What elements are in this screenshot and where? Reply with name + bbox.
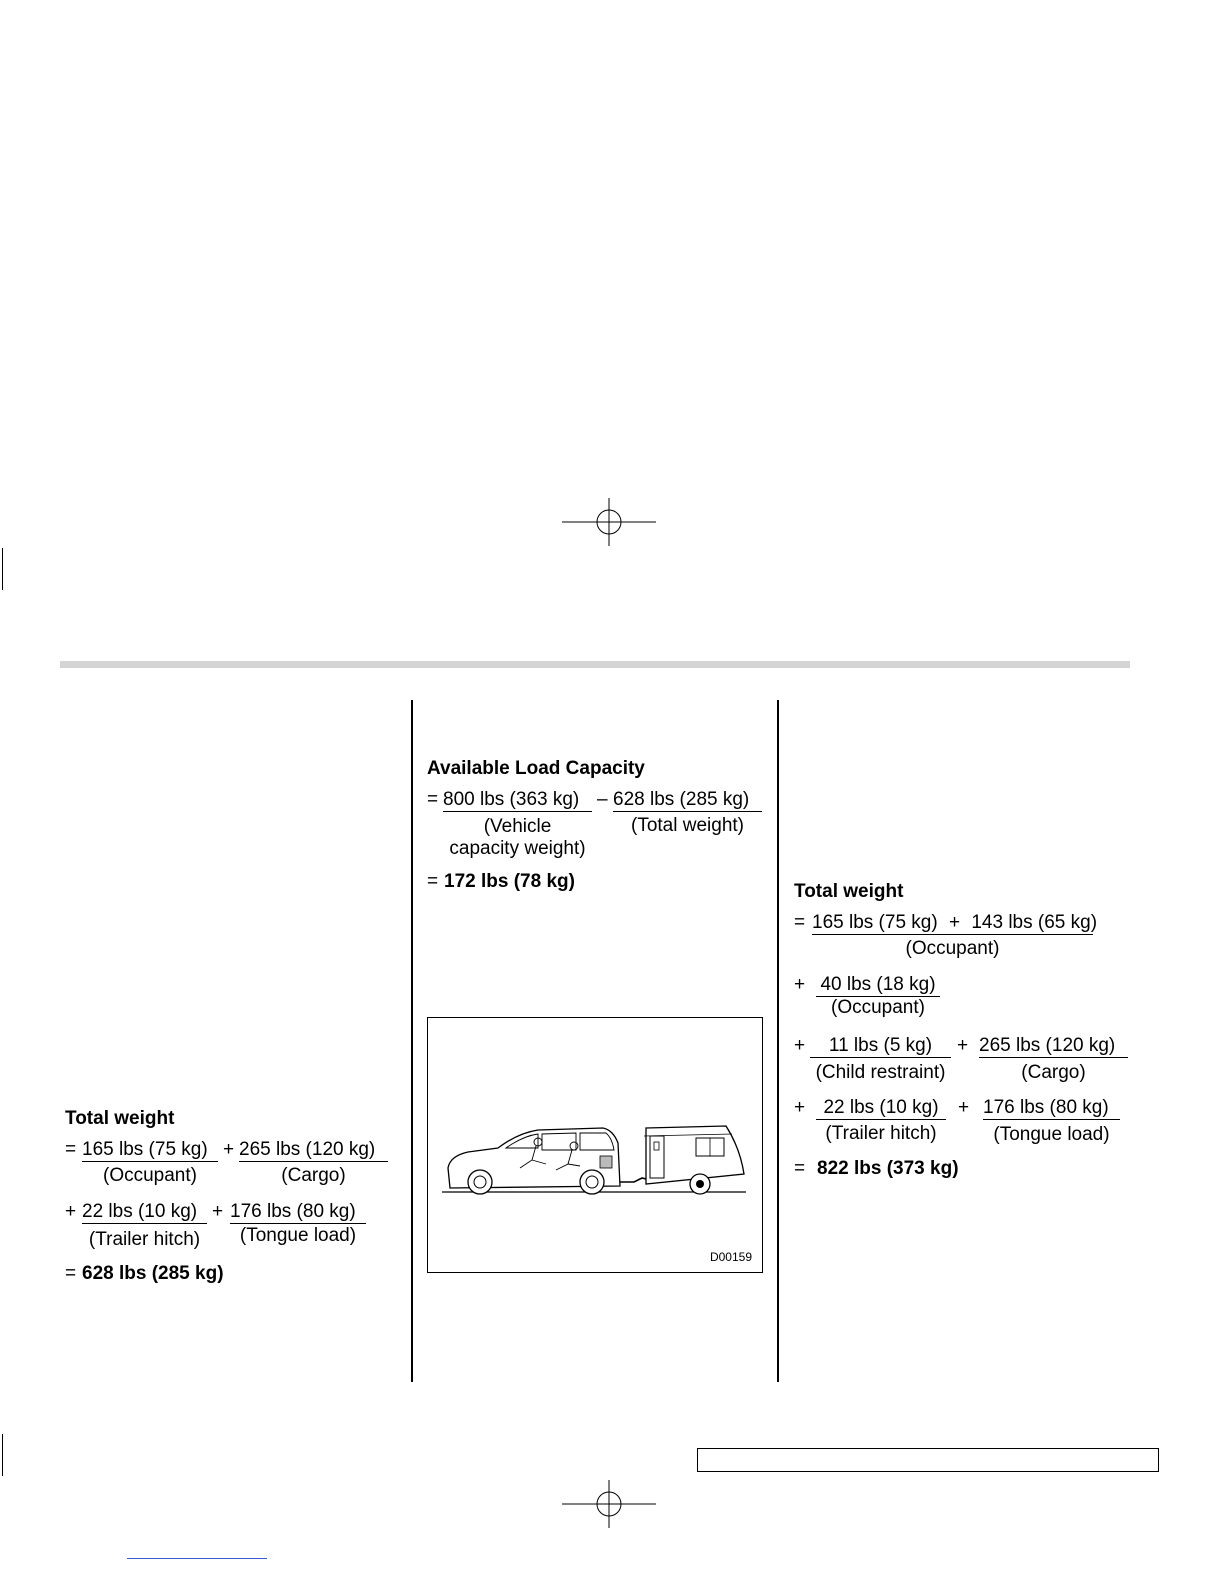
col3-plus-4: + xyxy=(957,1035,969,1056)
col2-minus: – xyxy=(597,789,608,810)
col3-child-term xyxy=(810,1035,951,1084)
car-towing-trailer-illustration xyxy=(428,1018,762,1272)
col3-plus-6: + xyxy=(958,1097,970,1118)
column-divider-1 xyxy=(411,700,413,1382)
col2-total-term xyxy=(613,789,762,837)
column-divider-2 xyxy=(777,700,779,1382)
col3-result: 822 lbs (373 kg) xyxy=(817,1158,959,1179)
col3-occupant-c-value: 40 lbs (18 kg) xyxy=(816,974,940,997)
footer-box xyxy=(697,1448,1159,1472)
towing-figure xyxy=(427,1017,763,1273)
col1-cargo-value: 265 lbs (120 kg) xyxy=(239,1139,388,1162)
col3-occupant-c-term xyxy=(816,974,940,1019)
col1-plus-1: + xyxy=(223,1139,235,1160)
col2-capacity-label-1: (Vehicle xyxy=(483,816,552,837)
col1-result: 628 lbs (285 kg) xyxy=(82,1263,224,1284)
col2-capacity-value: 800 lbs (363 kg) xyxy=(443,789,592,812)
col1-hitch-term xyxy=(82,1201,207,1251)
figure-code: D00159 xyxy=(709,1250,752,1264)
col2-capacity-term xyxy=(443,789,592,860)
col2-eq: = xyxy=(427,789,439,810)
col1-heading: Total weight xyxy=(65,1108,175,1129)
col1-eq: = xyxy=(65,1139,77,1160)
crop-line-left-bottom xyxy=(2,1434,3,1476)
col3-cargo-label: (Cargo) xyxy=(1021,1062,1086,1083)
col3-tongue-term xyxy=(983,1097,1120,1146)
crop-mark-bottom xyxy=(560,1480,660,1530)
col3-plus-3: + xyxy=(794,1035,806,1056)
header-band xyxy=(60,661,1130,668)
col3-eq: = xyxy=(794,912,806,933)
col1-occupant-term xyxy=(82,1139,218,1187)
col3-occupants-label: (Occupant) xyxy=(905,938,1000,959)
col2-result-eq: = xyxy=(427,871,439,892)
col2-heading: Available Load Capacity xyxy=(427,758,645,779)
col1-hitch-label: (Trailer hitch) xyxy=(88,1229,201,1250)
col1-occupant-label: (Occupant) xyxy=(103,1165,197,1186)
col1-tongue-label: (Tongue load) xyxy=(239,1225,357,1246)
col3-child-value: 11 lbs (5 kg) xyxy=(810,1035,951,1058)
col3-cargo-value: 265 lbs (120 kg) xyxy=(979,1035,1128,1058)
crop-line-left-top xyxy=(2,548,3,590)
col3-result-eq: = xyxy=(794,1158,806,1179)
col3-child-label: (Child restraint) xyxy=(815,1062,946,1083)
col1-cargo-term xyxy=(239,1139,388,1187)
col3-occupant-c-label: (Occupant) xyxy=(831,997,925,1018)
col1-hitch-value: 22 lbs (10 kg) xyxy=(82,1201,207,1224)
col3-plus-inner: + xyxy=(948,912,961,933)
col3-plus-5: + xyxy=(794,1097,806,1118)
col1-cargo-label: (Cargo) xyxy=(281,1165,346,1186)
col1-occupant-value: 165 lbs (75 kg) xyxy=(82,1139,218,1162)
col2-total-label: (Total weight) xyxy=(631,815,744,836)
col2-capacity-label-2: capacity weight) xyxy=(449,838,586,859)
col3-tongue-label: (Tongue load) xyxy=(993,1124,1110,1145)
col1-tongue-value: 176 lbs (80 kg) xyxy=(230,1201,366,1224)
col1-plus-2: + xyxy=(65,1201,77,1222)
col3-cargo-term xyxy=(979,1035,1128,1084)
col3-occupant-a-value: 165 lbs (75 kg) xyxy=(812,912,938,933)
col3-tongue-value: 176 lbs (80 kg) xyxy=(983,1097,1120,1120)
crop-mark-top xyxy=(560,498,660,548)
col3-hitch-label: (Trailer hitch) xyxy=(825,1123,937,1144)
col1-result-eq: = xyxy=(65,1263,77,1284)
col3-heading: Total weight xyxy=(794,881,904,902)
col3-occupants-term xyxy=(812,912,1098,960)
footer-link-underline[interactable] xyxy=(127,1558,267,1559)
col3-hitch-value: 22 lbs (10 kg) xyxy=(816,1097,946,1120)
col3-occupant-b-value: 143 lbs (65 kg) xyxy=(971,912,1098,933)
col2-result: 172 lbs (78 kg) xyxy=(444,871,575,892)
col3-occupants-values xyxy=(812,912,1098,935)
col1-plus-3: + xyxy=(212,1201,224,1222)
col3-hitch-term xyxy=(816,1097,946,1145)
col1-tongue-term xyxy=(230,1201,366,1247)
col2-total-value: 628 lbs (285 kg) xyxy=(613,789,762,812)
col3-plus-2: + xyxy=(794,974,806,995)
